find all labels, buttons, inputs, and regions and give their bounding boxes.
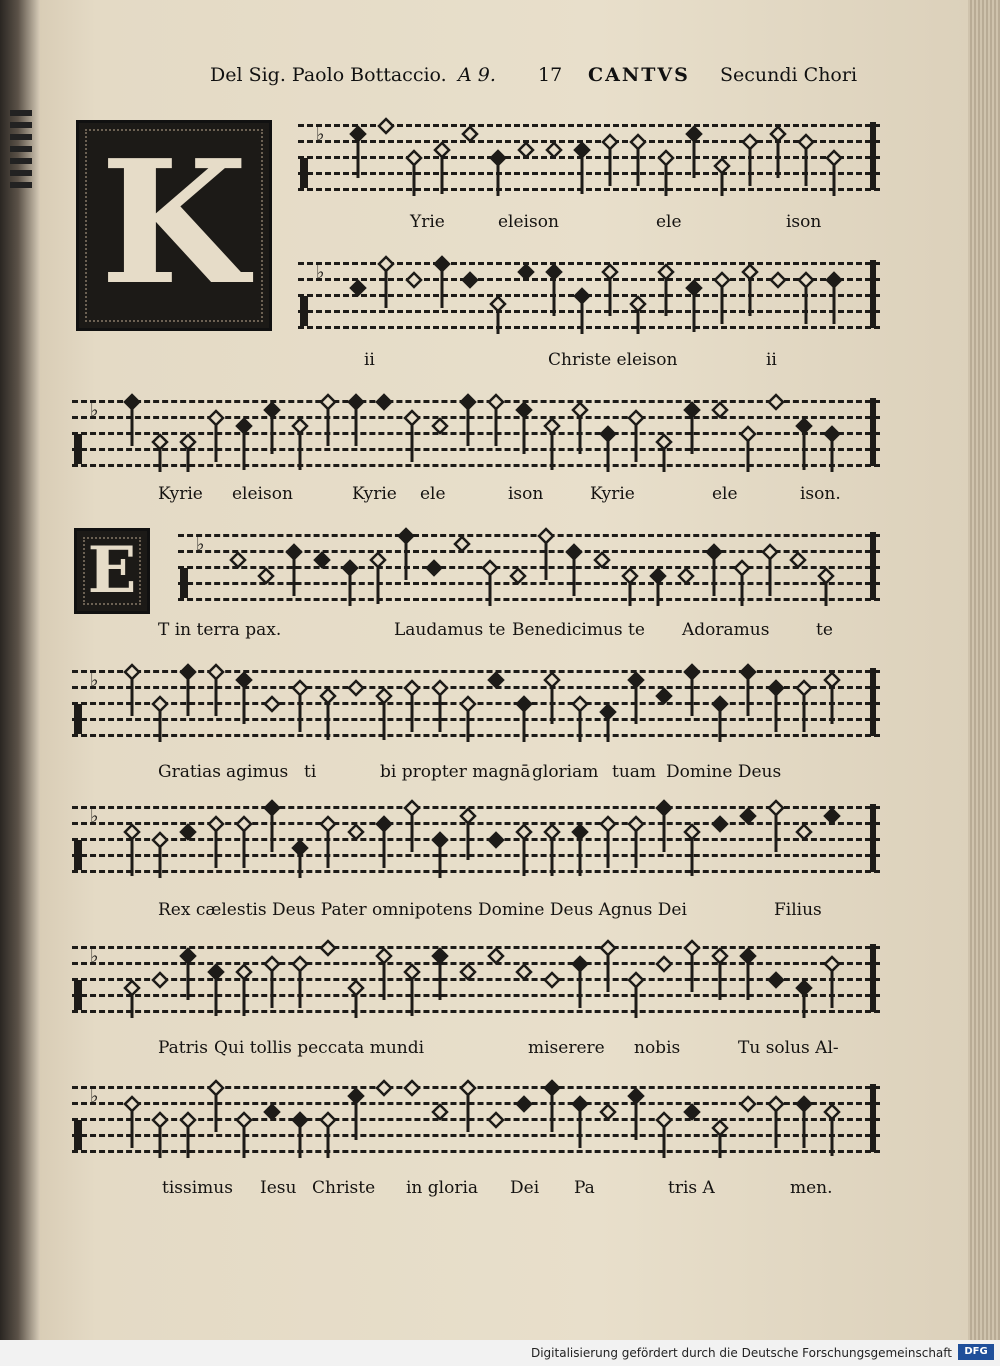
custos-icon bbox=[870, 122, 876, 190]
note-icon bbox=[349, 825, 363, 839]
note-icon bbox=[825, 957, 839, 1008]
note-icon bbox=[349, 395, 363, 446]
lyric: tuam bbox=[612, 762, 657, 782]
note-icon bbox=[433, 949, 447, 1000]
decorated-initial-e: E bbox=[74, 528, 150, 614]
note-icon bbox=[797, 419, 811, 470]
notes-staff-1 bbox=[298, 118, 880, 190]
clef-icon bbox=[300, 296, 308, 326]
note-icon bbox=[629, 1089, 643, 1140]
notes-staff-4 bbox=[178, 528, 880, 600]
lyric: te bbox=[628, 620, 645, 640]
clef-icon bbox=[74, 704, 82, 734]
note-icon bbox=[125, 825, 139, 876]
lyric: Gratias bbox=[158, 762, 221, 782]
note-icon bbox=[379, 257, 393, 308]
lyric: gloriam bbox=[532, 762, 599, 782]
lyric: agimus bbox=[226, 762, 289, 782]
note-icon bbox=[769, 395, 783, 409]
decorated-initial-k: K bbox=[76, 120, 272, 331]
note-icon bbox=[209, 817, 223, 868]
custos-icon bbox=[870, 398, 876, 466]
previous-page-edge bbox=[10, 110, 32, 194]
note-icon bbox=[321, 689, 335, 740]
note-icon bbox=[685, 825, 699, 876]
note-icon bbox=[377, 949, 391, 1000]
note-icon bbox=[517, 1097, 531, 1111]
note-icon bbox=[265, 957, 279, 1008]
note-icon bbox=[657, 1113, 671, 1158]
lyric: in gloria bbox=[406, 1178, 479, 1198]
note-icon bbox=[741, 1097, 755, 1111]
lyric: Iesu bbox=[260, 1178, 297, 1198]
note-icon bbox=[539, 529, 553, 580]
note-icon bbox=[349, 1089, 363, 1140]
note-icon bbox=[405, 1081, 419, 1095]
note-icon bbox=[517, 697, 531, 742]
note-icon bbox=[575, 289, 589, 334]
clef-icon bbox=[180, 568, 188, 598]
clef-icon bbox=[74, 434, 82, 464]
note-icon bbox=[743, 135, 757, 186]
note-icon bbox=[827, 273, 841, 324]
note-icon bbox=[321, 817, 335, 868]
flat-sign-icon: ♭ bbox=[90, 1086, 99, 1107]
page-number: 17 bbox=[538, 64, 563, 86]
note-icon bbox=[435, 257, 449, 308]
note-icon bbox=[545, 419, 559, 470]
choir-name: Secundi Chori bbox=[720, 64, 858, 86]
lyric: Kyrie bbox=[590, 484, 635, 504]
note-icon bbox=[237, 419, 251, 470]
note-icon bbox=[679, 569, 693, 583]
note-icon bbox=[713, 697, 727, 742]
lyric: Laudamus te bbox=[394, 620, 506, 640]
note-icon bbox=[461, 809, 475, 860]
note-icon bbox=[713, 403, 727, 417]
note-icon bbox=[427, 561, 441, 575]
note-icon bbox=[517, 965, 531, 979]
note-icon bbox=[685, 665, 699, 716]
note-icon bbox=[545, 673, 559, 724]
note-icon bbox=[379, 119, 393, 133]
lyric: tissimus bbox=[162, 1178, 233, 1198]
lyric: ison bbox=[786, 212, 822, 232]
lyric: bi propter magnā bbox=[380, 762, 531, 782]
note-icon bbox=[799, 273, 813, 324]
note-icon bbox=[791, 553, 805, 567]
note-icon bbox=[293, 957, 307, 1008]
lyric: men. bbox=[790, 1178, 833, 1198]
note-icon bbox=[377, 1081, 391, 1095]
note-icon bbox=[741, 949, 755, 1000]
note-icon bbox=[237, 817, 251, 868]
note-icon bbox=[405, 965, 419, 1016]
note-icon bbox=[377, 395, 391, 409]
note-icon bbox=[771, 273, 785, 287]
note-icon bbox=[769, 1097, 783, 1148]
part-count: A 9. bbox=[458, 64, 496, 86]
note-icon bbox=[517, 825, 531, 876]
note-icon bbox=[489, 673, 503, 687]
lyric: Christe eleison bbox=[548, 350, 678, 370]
note-icon bbox=[209, 665, 223, 716]
note-icon bbox=[259, 569, 273, 583]
note-icon bbox=[461, 965, 475, 979]
note-icon bbox=[519, 143, 533, 157]
note-icon bbox=[349, 681, 363, 695]
note-icon bbox=[405, 681, 419, 732]
note-icon bbox=[825, 673, 839, 724]
note-icon bbox=[631, 135, 645, 186]
note-icon bbox=[125, 665, 139, 716]
note-icon bbox=[265, 1105, 279, 1119]
note-icon bbox=[433, 681, 447, 732]
note-icon bbox=[351, 127, 365, 178]
lyric: te bbox=[816, 620, 833, 640]
note-icon bbox=[293, 681, 307, 732]
clef-icon bbox=[74, 1120, 82, 1150]
note-icon bbox=[567, 545, 581, 596]
flat-sign-icon: ♭ bbox=[316, 262, 325, 283]
note-icon bbox=[489, 949, 503, 963]
note-icon bbox=[153, 1113, 167, 1158]
note-icon bbox=[463, 127, 477, 141]
note-icon bbox=[461, 395, 475, 446]
note-icon bbox=[209, 1081, 223, 1132]
note-icon bbox=[265, 403, 279, 454]
note-icon bbox=[517, 403, 531, 454]
flat-sign-icon: ♭ bbox=[196, 534, 205, 555]
lyric: Qui tollis peccata mundi bbox=[214, 1038, 425, 1058]
note-icon bbox=[545, 973, 559, 987]
note-icon bbox=[209, 965, 223, 1016]
note-icon bbox=[237, 1113, 251, 1158]
note-icon bbox=[511, 569, 525, 583]
book-spine bbox=[0, 0, 40, 1340]
note-icon bbox=[433, 419, 447, 433]
lyric: ele bbox=[656, 212, 682, 232]
note-icon bbox=[603, 265, 617, 316]
note-icon bbox=[735, 561, 749, 606]
note-icon bbox=[629, 817, 643, 868]
lyric: Adoramus bbox=[682, 620, 770, 640]
note-icon bbox=[741, 809, 755, 823]
note-icon bbox=[797, 681, 811, 732]
note-icon bbox=[575, 143, 589, 194]
note-icon bbox=[713, 817, 727, 831]
note-icon bbox=[547, 143, 561, 157]
note-icon bbox=[657, 801, 671, 852]
note-icon bbox=[405, 411, 419, 462]
flat-sign-icon: ♭ bbox=[90, 946, 99, 967]
dfg-logo: DFG bbox=[958, 1344, 994, 1360]
note-icon bbox=[629, 411, 643, 462]
flat-sign-icon: ♭ bbox=[90, 400, 99, 421]
lyric: Pa bbox=[574, 1178, 595, 1198]
note-icon bbox=[687, 281, 701, 332]
note-icon bbox=[181, 825, 195, 839]
note-icon bbox=[315, 553, 329, 567]
lyric: Dei bbox=[510, 1178, 540, 1198]
note-icon bbox=[601, 941, 615, 992]
note-icon bbox=[573, 825, 587, 876]
note-icon bbox=[463, 273, 477, 287]
lyric: Christe bbox=[312, 1178, 376, 1198]
note-icon bbox=[707, 545, 721, 596]
lyric: Domine Deus Agnus Dei bbox=[478, 900, 687, 920]
note-icon bbox=[405, 801, 419, 852]
note-icon bbox=[741, 427, 755, 472]
lyric: ison. bbox=[800, 484, 841, 504]
note-icon bbox=[433, 833, 447, 878]
note-icon bbox=[799, 135, 813, 186]
note-icon bbox=[491, 151, 505, 196]
lyric: ti bbox=[304, 762, 317, 782]
note-icon bbox=[489, 395, 503, 446]
lyric: eleison bbox=[498, 212, 559, 232]
note-icon bbox=[153, 973, 167, 987]
lyric: miserere bbox=[528, 1038, 605, 1058]
lyric: T in terra pax. bbox=[158, 620, 282, 640]
note-icon bbox=[519, 265, 533, 279]
note-icon bbox=[377, 817, 391, 868]
note-icon bbox=[321, 1113, 335, 1158]
note-icon bbox=[321, 395, 335, 446]
note-icon bbox=[351, 281, 365, 295]
lyric: Domine Deus bbox=[666, 762, 782, 782]
clef-icon bbox=[74, 840, 82, 870]
lyric: Benedicimus bbox=[512, 620, 623, 640]
note-icon bbox=[657, 689, 671, 703]
note-icon bbox=[435, 143, 449, 194]
clef-icon bbox=[74, 980, 82, 1010]
note-icon bbox=[231, 553, 245, 567]
note-icon bbox=[547, 265, 561, 316]
note-icon bbox=[797, 825, 811, 839]
lyric: ii bbox=[766, 350, 777, 370]
note-icon bbox=[265, 801, 279, 852]
lyric: ele bbox=[712, 484, 738, 504]
lyric: Filius bbox=[774, 900, 822, 920]
note-icon bbox=[685, 403, 699, 454]
note-icon bbox=[545, 825, 559, 876]
note-icon bbox=[827, 151, 841, 196]
note-icon bbox=[771, 127, 785, 178]
note-icon bbox=[265, 697, 279, 711]
note-icon bbox=[573, 957, 587, 1008]
note-icon bbox=[371, 553, 385, 604]
note-icon bbox=[209, 411, 223, 462]
lyric: ii bbox=[364, 350, 375, 370]
note-icon bbox=[293, 1113, 307, 1158]
note-icon bbox=[293, 419, 307, 470]
note-icon bbox=[629, 973, 643, 1018]
lyric: Patris bbox=[158, 1038, 208, 1058]
lyric: nobis bbox=[634, 1038, 681, 1058]
notes-staff-5 bbox=[72, 664, 880, 736]
page-edges bbox=[968, 0, 1000, 1340]
note-icon bbox=[601, 1105, 615, 1119]
note-icon bbox=[237, 965, 251, 1016]
note-icon bbox=[545, 1081, 559, 1132]
note-icon bbox=[601, 817, 615, 868]
lyric: Kyrie bbox=[158, 484, 203, 504]
lyric: Kyrie bbox=[352, 484, 397, 504]
note-icon bbox=[461, 697, 475, 742]
custos-icon bbox=[870, 1084, 876, 1152]
note-icon bbox=[825, 1105, 839, 1156]
note-icon bbox=[797, 1097, 811, 1148]
lyric: ele bbox=[420, 484, 446, 504]
note-icon bbox=[125, 395, 139, 446]
note-icon bbox=[455, 537, 469, 551]
composer-heading: Del Sig. Paolo Bottaccio. bbox=[210, 64, 447, 86]
note-icon bbox=[407, 273, 421, 287]
note-icon bbox=[181, 1113, 195, 1158]
note-icon bbox=[713, 949, 727, 1000]
note-icon bbox=[741, 665, 755, 716]
note-icon bbox=[573, 1097, 587, 1148]
note-icon bbox=[489, 833, 503, 847]
note-icon bbox=[603, 135, 617, 186]
custos-icon bbox=[870, 944, 876, 1012]
note-icon bbox=[237, 673, 251, 724]
note-icon bbox=[153, 833, 167, 878]
notes-staff-3 bbox=[72, 394, 880, 466]
note-icon bbox=[399, 529, 413, 580]
lyric: Yrie bbox=[410, 212, 445, 232]
lyric: ison bbox=[508, 484, 544, 504]
note-icon bbox=[657, 957, 671, 971]
flat-sign-icon: ♭ bbox=[90, 670, 99, 691]
custos-icon bbox=[870, 532, 876, 600]
note-icon bbox=[825, 427, 839, 472]
flat-sign-icon: ♭ bbox=[90, 806, 99, 827]
note-icon bbox=[769, 801, 783, 852]
note-icon bbox=[343, 561, 357, 606]
note-icon bbox=[595, 553, 609, 567]
note-icon bbox=[377, 689, 391, 740]
lyric: Deus Pater omnipotens bbox=[272, 900, 473, 920]
note-icon bbox=[573, 697, 587, 742]
note-icon bbox=[489, 1113, 503, 1127]
notes-staff-6 bbox=[72, 800, 880, 872]
note-icon bbox=[659, 265, 673, 316]
note-icon bbox=[743, 265, 757, 316]
note-icon bbox=[433, 1105, 447, 1119]
clef-icon bbox=[300, 158, 308, 188]
page-header bbox=[210, 64, 870, 94]
note-icon bbox=[181, 665, 195, 716]
note-icon bbox=[715, 273, 729, 324]
note-icon bbox=[407, 151, 421, 196]
note-icon bbox=[573, 403, 587, 454]
voice-name: CANTVS bbox=[588, 64, 690, 86]
note-icon bbox=[601, 427, 615, 472]
note-icon bbox=[483, 561, 497, 606]
note-icon bbox=[461, 1081, 475, 1132]
notes-staff-2 bbox=[298, 256, 880, 328]
note-icon bbox=[763, 545, 777, 596]
note-icon bbox=[181, 949, 195, 1000]
custos-icon bbox=[870, 260, 876, 328]
digitization-footer bbox=[0, 1340, 1000, 1366]
funding-credit: Digitalisierung gefördert durch die Deutsche Forschungsgemeinschaft bbox=[530, 1346, 952, 1360]
note-icon bbox=[153, 697, 167, 742]
flat-sign-icon: ♭ bbox=[316, 124, 325, 145]
note-icon bbox=[321, 941, 335, 955]
lyric: tris A bbox=[668, 1178, 715, 1198]
note-icon bbox=[825, 809, 839, 823]
note-icon bbox=[659, 151, 673, 196]
note-icon bbox=[125, 1097, 139, 1148]
note-icon bbox=[687, 127, 701, 178]
note-icon bbox=[629, 673, 643, 724]
lyric: Tu solus Al- bbox=[738, 1038, 839, 1058]
notes-staff-8 bbox=[72, 1080, 880, 1152]
notes-staff-7 bbox=[72, 940, 880, 1012]
note-icon bbox=[769, 681, 783, 732]
custos-icon bbox=[870, 804, 876, 872]
note-icon bbox=[685, 1105, 699, 1119]
lyric: Rex cælestis bbox=[158, 900, 267, 920]
custos-icon bbox=[870, 668, 876, 736]
lyric: eleison bbox=[232, 484, 293, 504]
note-icon bbox=[769, 973, 783, 987]
note-icon bbox=[287, 545, 301, 596]
note-icon bbox=[685, 941, 699, 992]
